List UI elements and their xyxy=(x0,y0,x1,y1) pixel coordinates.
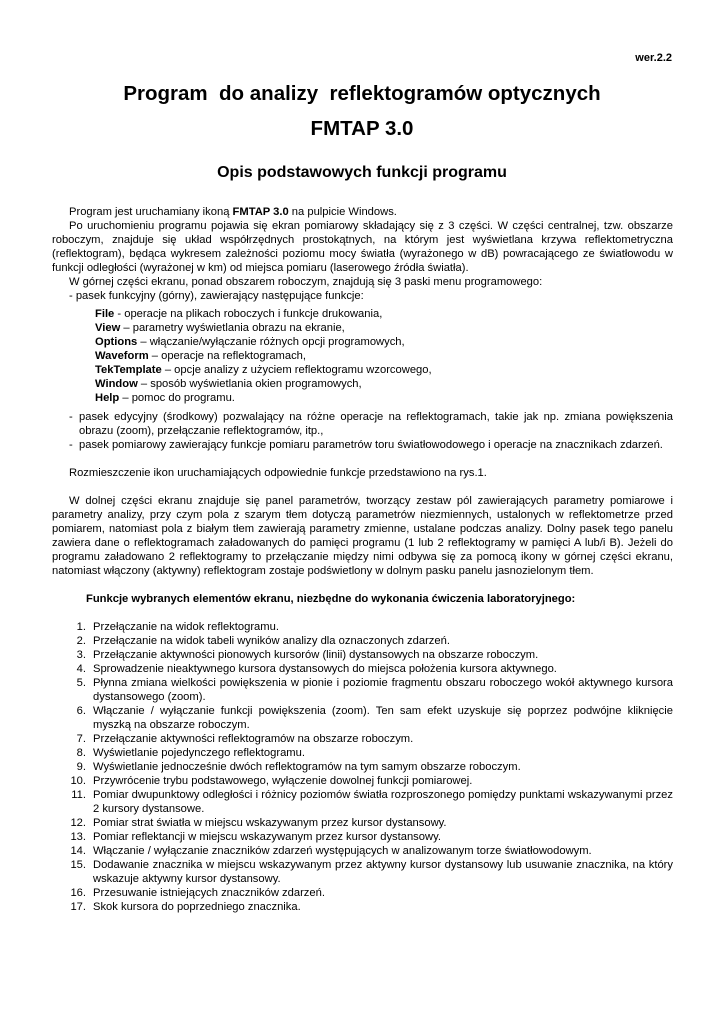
list-item xyxy=(52,760,673,774)
function-item xyxy=(95,307,673,321)
function-item xyxy=(95,349,673,363)
version-label: wer.2.2 xyxy=(635,52,672,64)
item-number: 10. xyxy=(70,775,86,787)
function-desc: – włączanie/wyłączanie różnych opcji programowych, xyxy=(137,336,405,348)
item-text: Sprowadzenie nieaktywnego kursora dystansowych do miejsca położenia kursora aktywnego. xyxy=(93,663,557,675)
item-text: Przywrócenie trybu podstawowego, wyłączenie dowolnej funkcji pomiarowej. xyxy=(93,775,473,787)
item-text: Wyświetlanie jednocześnie dwóch reflektogramów na tym samym obszarze roboczym. xyxy=(93,761,521,773)
list-item xyxy=(52,746,673,760)
item-text: Pomiar dwupunktowy odległości i różnicy poziomów światła rozproszonego pomiędzy punktami wskazywanymi przez 2 kursory dystansowe. xyxy=(93,789,673,815)
function-item xyxy=(95,335,673,349)
function-name: TekTemplate xyxy=(95,364,162,376)
list-item xyxy=(52,886,673,900)
program-icon-name: FMTAP 3.0 xyxy=(232,206,289,218)
item-text: Przełączanie na widok tabeli wyników analizy dla oznaczonych zdarzeń. xyxy=(93,635,450,647)
item-text: Włączanie / wyłączanie funkcji powiększenia (zoom). Ten sam efekt uzyskuje się poprzez podwójne kliknięcie myszką na obszarze roboczym. xyxy=(93,705,673,731)
item-number: 6. xyxy=(76,705,86,717)
functions-numbered-list xyxy=(52,620,673,914)
item-number: 13. xyxy=(70,831,86,843)
function-desc: – opcje analizy z użyciem reflektogramu wzorcowego, xyxy=(161,364,432,376)
item-text: Pomiar reflektancji w miejscu wskazywanym przez kursor dystansowy. xyxy=(93,831,441,843)
toolbar-text: pasek pomiarowy zawierający funkcje pomiaru parametrów toru światłowodowego i operacje na znacznikach zdarzeń. xyxy=(79,439,663,451)
intro-paragraph-3: W górnej części ekranu, ponad obszarem roboczym, znajdują się 3 paski menu programowego: xyxy=(69,276,543,288)
list-item xyxy=(52,774,673,788)
list-item xyxy=(52,648,673,662)
intro-paragraph-1 xyxy=(52,205,673,219)
list-item xyxy=(52,844,673,858)
item-number: 16. xyxy=(70,887,86,899)
icons-note: Rozmieszczenie ikon uruchamiających odpowiednie funkcje przedstawiono na rys.1. xyxy=(69,467,487,479)
item-number: 9. xyxy=(76,761,86,773)
item-text: Wyświetlanie pojedynczego reflektogramu. xyxy=(93,747,305,759)
toolbar-description xyxy=(52,438,673,452)
item-number: 17. xyxy=(70,901,86,913)
function-desc: – sposób wyświetlania okien programowych, xyxy=(137,378,362,390)
list-item xyxy=(52,788,673,816)
function-name: View xyxy=(95,322,121,334)
function-item xyxy=(95,363,673,377)
item-number: 12. xyxy=(70,817,86,829)
function-name: Window xyxy=(95,378,138,390)
item-number: 14. xyxy=(70,845,86,857)
list-dash: - xyxy=(69,439,73,451)
intro-paragraph-4: - pasek funkcyjny (górny), zawierający następujące funkcje: xyxy=(69,290,364,302)
list-item xyxy=(52,704,673,732)
function-name: File xyxy=(95,308,115,320)
function-name: Options xyxy=(95,336,138,348)
intro-text: na pulpicie Windows. xyxy=(288,206,397,218)
function-item xyxy=(95,321,673,335)
list-item xyxy=(52,634,673,648)
item-number: 4. xyxy=(76,663,86,675)
item-text: Płynna zmiana wielkości powiększenia w pionie i poziomie fragmentu obszaru roboczego wokół aktywnego kursora dystansowego (zoom). xyxy=(93,677,673,703)
section-heading: Funkcje wybranych elementów ekranu, niezbędne do wykonania ćwiczenia laboratoryjnego: xyxy=(86,593,576,605)
item-number: 1. xyxy=(76,621,86,633)
item-number: 3. xyxy=(76,649,86,661)
panel-paragraph: W dolnej części ekranu znajduje się panel parametrów, tworzący zestaw pól zawierających parametry pomiarowe i parametry analizy, przy czym pola z szarym tłem dotyczą parametrów niezmiennych, ustalonych w reflektometrze przed pomiarem, natomiast pola z białym tłem zawierają parametry zmienne, ustalane podczas analizy. Dolny pasek tego panelu zawiera dane o reflektogramach załadowanych do pamięci programu (1 lub 2 reflektogramy w pamięci A lub/i B). Jeżeli do programu załadowano 2 reflektogramy to przełączanie między nimi odbywa się za pomocą ikony w górnej części ekranu, natomiast włączony (aktywny) reflektogram zostaje podświetlony w dolnym pasku panelu jasnozielonym tłem. xyxy=(52,495,673,577)
item-text: Przełączanie aktywności pionowych kursorów (linii) dystansowych na obszarze roboczym. xyxy=(93,649,539,661)
list-item xyxy=(52,676,673,704)
item-number: 8. xyxy=(76,747,86,759)
item-number: 5. xyxy=(76,677,86,689)
item-number: 2. xyxy=(76,635,86,647)
item-text: Przesuwanie istniejących znaczników zdarzeń. xyxy=(93,887,325,899)
list-item xyxy=(52,662,673,676)
list-item xyxy=(52,816,673,830)
intro-paragraph-2: Po uruchomieniu programu pojawia się ekran pomiarowy składający się z 3 części. W części centralnej, tzw. obszarze roboczym, znajduje się układ współrzędnych prostokątnych, na którym jest wyświetlana krzywa reflektometryczna (reflektogram), będąca wykresem zależności poziomu mocy światła (wyrażonego w dB) powracającego ze światłowodu w funkcji odległości (wyrażonej w km) od miejsca pomiaru (laserowego źródła światła). xyxy=(52,220,673,274)
list-item xyxy=(52,900,673,914)
list-item xyxy=(52,732,673,746)
list-item xyxy=(52,830,673,844)
toolbar-text: pasek edycyjny (środkowy) pozwalający na różne operacje na reflektogramach, takie jak np. zmiana powiększenia obrazu (zoom), przełączanie reflektogramów, itp., xyxy=(79,411,673,437)
function-desc: – pomoc do programu. xyxy=(119,392,235,404)
item-text: Włączanie / wyłączanie znaczników zdarzeń występujących w analizowanym torze światłowodowym. xyxy=(93,845,592,857)
item-text: Skok kursora do poprzedniego znacznika. xyxy=(93,901,301,913)
document-subtitle: Opis podstawowych funkcji programu xyxy=(217,164,507,181)
item-text: Przełączanie na widok reflektogramu. xyxy=(93,621,279,633)
toolbar-description xyxy=(52,410,673,438)
document-body xyxy=(52,205,673,914)
list-item xyxy=(52,620,673,634)
function-menu-list xyxy=(95,307,673,405)
program-name-title: FMTAP 3.0 xyxy=(310,117,414,140)
item-number: 15. xyxy=(70,859,86,871)
item-text: Przełączanie aktywności reflektogramów na obszarze roboczym. xyxy=(93,733,414,745)
item-number: 7. xyxy=(76,733,86,745)
function-desc: - operacje na plikach roboczych i funkcje drukowania, xyxy=(114,308,383,320)
intro-text: Program jest uruchamiany ikoną xyxy=(69,206,233,218)
list-dash: - xyxy=(69,411,73,423)
item-text: Pomiar strat światła w miejscu wskazywanym przez kursor dystansowy. xyxy=(93,817,447,829)
item-number: 11. xyxy=(71,789,86,801)
list-item xyxy=(52,858,673,886)
function-name: Help xyxy=(95,392,120,404)
function-item xyxy=(95,377,673,391)
document-title: Program do analizy reflektogramów optycznych xyxy=(123,82,601,105)
function-name: Waveform xyxy=(95,350,149,362)
function-desc: – operacje na reflektogramach, xyxy=(148,350,307,362)
item-text: Dodawanie znacznika w miejscu wskazywanym przez aktywny kursor dystansowy lub usuwanie znacznika, na który wskazuje aktywny kursor dystansowy. xyxy=(93,859,673,885)
function-item xyxy=(95,391,673,405)
function-desc: – parametry wyświetlania obrazu na ekranie, xyxy=(120,322,345,334)
